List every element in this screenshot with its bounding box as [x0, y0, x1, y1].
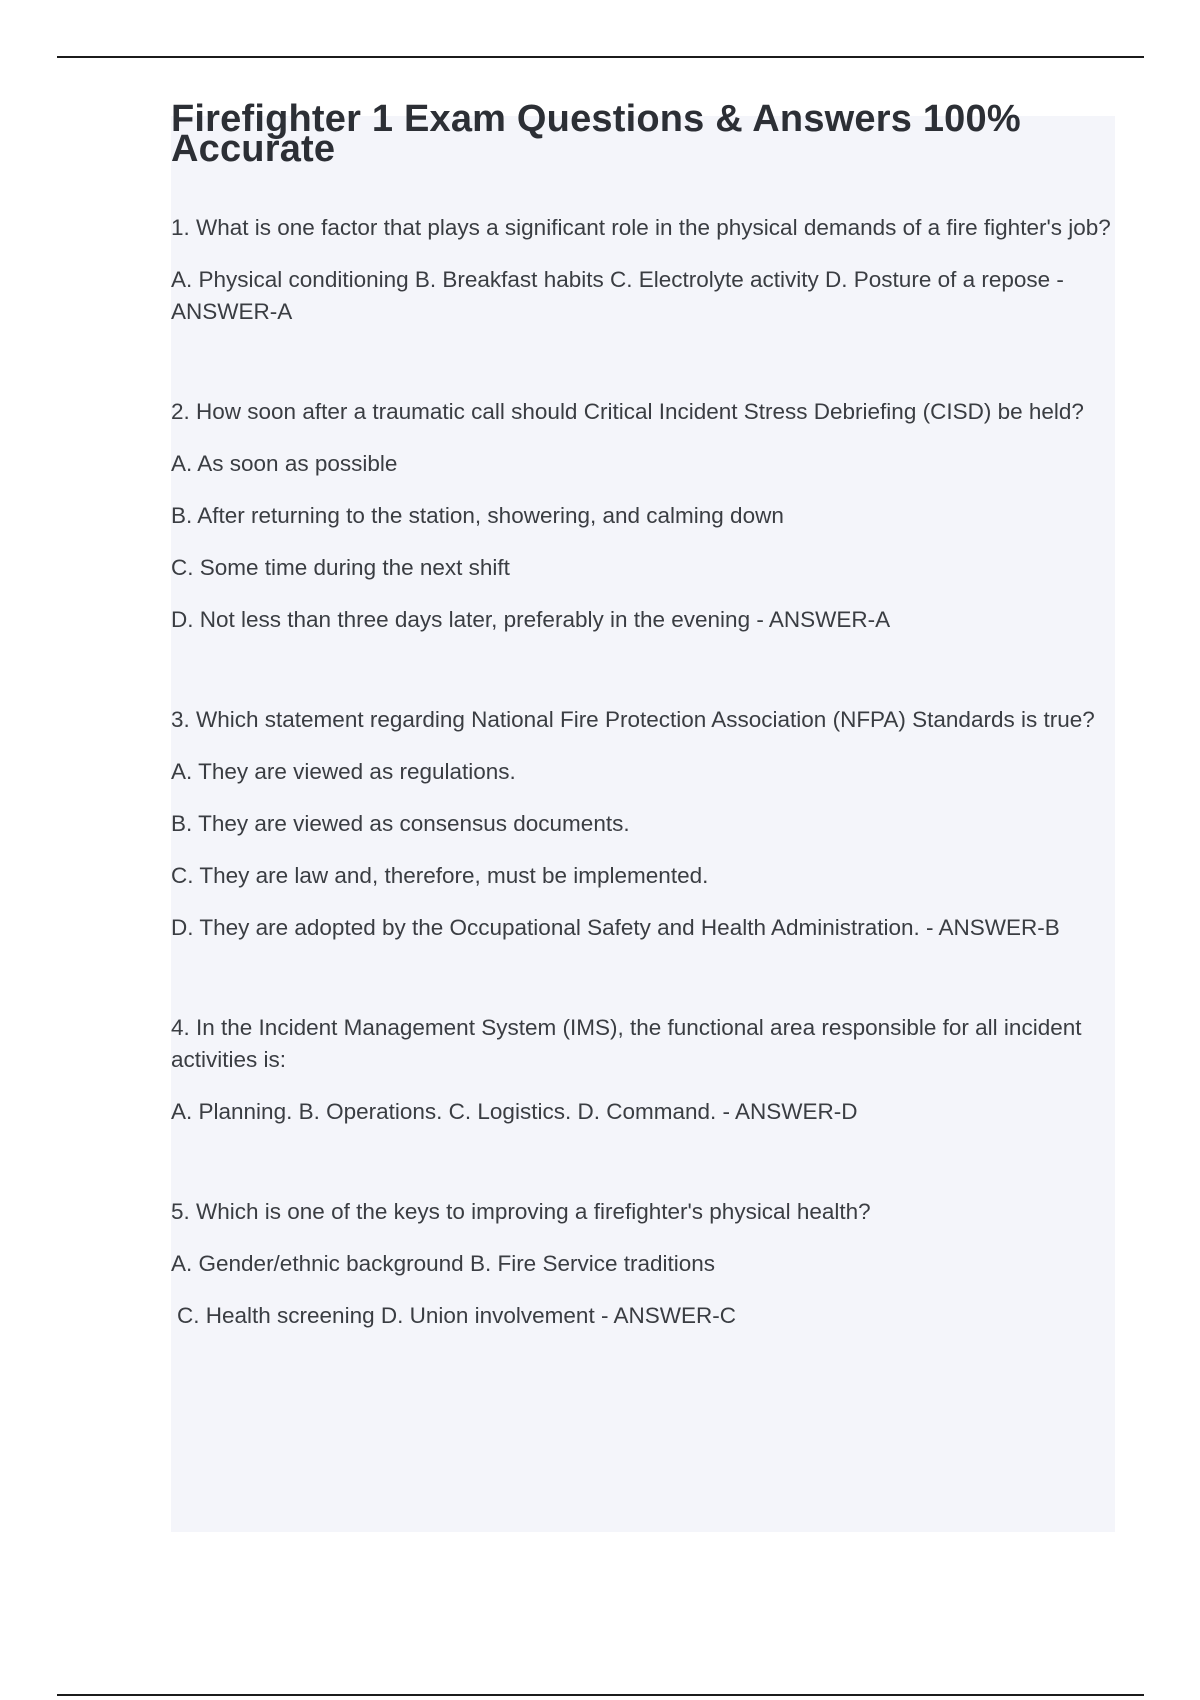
answer-choice-b: B. They are viewed as consensus documents.	[171, 811, 630, 836]
answer-choices-ab: A. Gender/ethnic background B. Fire Service traditions	[171, 1251, 716, 1276]
question-text: 4. In the Incident Management System (IMS), the functional area responsible for all incident activities is:	[171, 1015, 1082, 1072]
answer-choice-b: B. After returning to the station, showering, and calming down	[171, 503, 784, 528]
question-block-4	[171, 1012, 1121, 1128]
answer-choices-cd: C. Health screening D. Union involvement - ANSWER-C	[177, 1303, 736, 1328]
question-block-2	[171, 396, 1121, 636]
question-text: 2. How soon after a traumatic call should Critical Incident Stress Debriefing (CISD) be held?	[171, 399, 1084, 424]
document-body	[171, 98, 1121, 1332]
answer-choices: A. Planning. B. Operations. C. Logistics. D. Command. - ANSWER-D	[171, 1099, 858, 1124]
question-block-3	[171, 704, 1121, 944]
page-title: Firefighter 1 Exam Questions & Answers 100% Accurate	[171, 98, 1021, 170]
question-block-1	[171, 212, 1121, 328]
answer-choice-a: A. As soon as possible	[171, 451, 398, 476]
question-text: 5. Which is one of the keys to improving a firefighter's physical health?	[171, 1199, 871, 1224]
answer-choice-c: C. They are law and, therefore, must be implemented.	[171, 863, 709, 888]
answer-choice-a: A. They are viewed as regulations.	[171, 759, 516, 784]
answer-choice-d: D. They are adopted by the Occupational Safety and Health Administration. - ANSWER-B	[171, 915, 1060, 940]
question-text: 3. Which statement regarding National Fire Protection Association (NFPA) Standards is true?	[171, 707, 1095, 732]
question-block-5	[171, 1196, 1121, 1332]
answer-choices: A. Physical conditioning B. Breakfast habits C. Electrolyte activity D. Posture of a repose - ANSWER-A	[171, 267, 1064, 324]
question-text: 1. What is one factor that plays a significant role in the physical demands of a fire fighter's job?	[171, 215, 1111, 240]
bottom-rule	[57, 1694, 1144, 1696]
answer-choice-c: C. Some time during the next shift	[171, 555, 510, 580]
answer-choice-d: D. Not less than three days later, preferably in the evening - ANSWER-A	[171, 607, 891, 632]
top-rule	[57, 56, 1144, 58]
